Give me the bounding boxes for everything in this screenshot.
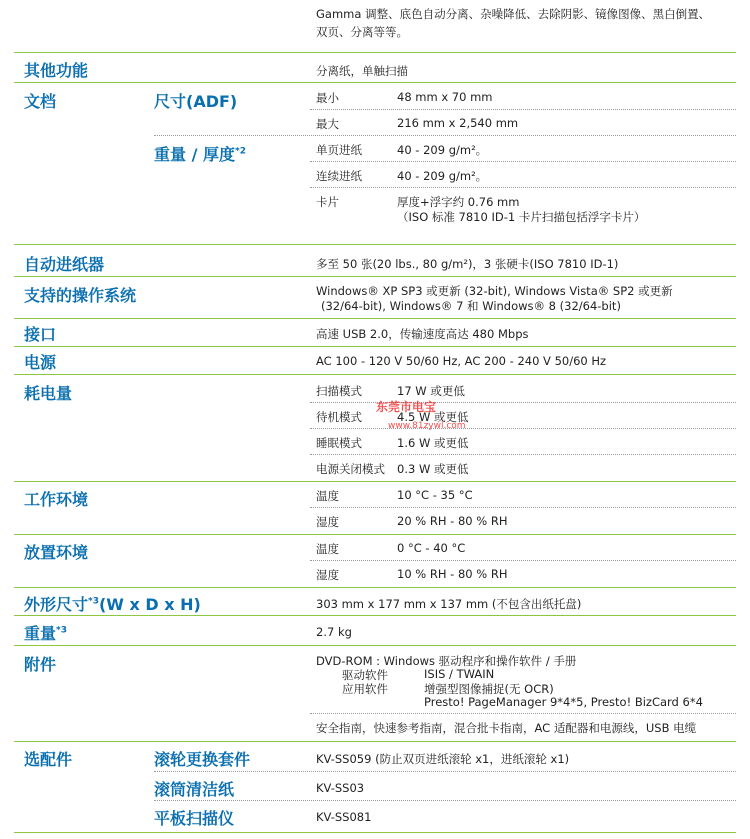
standby-mode-value: 4.5 W 或更低 [397, 410, 469, 424]
category-other-functions: 其他功能 [24, 61, 89, 80]
dotted-divider [310, 109, 736, 110]
app-software-key: 应用软件 [342, 682, 388, 696]
category-interface: 接口 [24, 325, 57, 344]
document-weight-label: 重量 / 厚度$^{*2}$ [154, 145, 246, 164]
divider [14, 481, 736, 482]
option-roller-kit-value: KV-SS059 (防止双页进纸滚轮 x1，进纸滚轮 x1) [316, 752, 570, 766]
category-accessories: 附件 [24, 655, 57, 674]
operating-temp-key: 温度 [316, 489, 339, 503]
power-value: AC 100 - 120 V 50/60 Hz, AC 200 - 240 V 50/60 Hz [316, 354, 607, 368]
category-consumption: 耗电量 [24, 384, 73, 403]
operating-temp-value: 10 °C - 35 °C [397, 488, 473, 502]
operating-humidity-key: 湿度 [316, 515, 339, 529]
option-cleaning-paper-value: KV-SS03 [316, 781, 365, 795]
single-feed-value: 40 - 209 g/m²。 [397, 143, 488, 157]
interface-value: 高速 USB 2.0，传输速度高达 480 Mbps [316, 327, 529, 341]
accessories-other: 安全指南，快速参考指南，混合批卡指南，AC 适配器和电源线，USB 电缆 [316, 721, 697, 735]
divider [14, 374, 736, 375]
standby-mode-key: 待机模式 [316, 410, 362, 424]
option-flatbed-value: KV-SS081 [316, 810, 372, 824]
dotted-divider [310, 402, 736, 403]
single-feed-key: 单页进纸 [316, 143, 362, 157]
divider [14, 615, 736, 616]
category-dimensions: 外形尺寸$^{*3}$(W x D x H) [24, 595, 201, 614]
divider [14, 534, 736, 535]
dotted-divider [310, 187, 736, 188]
presto-software: Presto! PageManager 9*4*5, Presto! BizCard 6*4 [424, 695, 703, 709]
divider [14, 244, 736, 245]
divider [14, 741, 736, 742]
dotted-divider [310, 507, 736, 508]
category-operating-env: 工作环境 [24, 490, 89, 509]
category-power: 电源 [24, 353, 57, 372]
watermark-text: 东莞市电宝 [376, 400, 437, 414]
category-adf: 自动进纸器 [24, 255, 105, 274]
power-off-mode-value: 0.3 W 或更低 [397, 462, 469, 476]
size-max-key: 最大 [316, 117, 339, 131]
dimensions-value: 303 mm x 177 mm x 137 mm (不包含出纸托盘) [316, 597, 582, 611]
continuous-feed-value: 40 - 209 g/m²。 [397, 169, 488, 183]
dotted-divider [154, 135, 736, 136]
os-line2: (32/64-bit), Windows® 7 和 Windows® 8 (32/64-bit) [321, 299, 621, 313]
dotted-divider [310, 713, 736, 714]
function-text-line2: 双页、分离等等。 [316, 25, 408, 39]
category-weight: 重量$^{*3}$ [24, 624, 67, 643]
driver-software-key: 驱动软件 [342, 668, 388, 682]
driver-software-value: ISIS / TWAIN [424, 667, 495, 681]
power-off-mode-key: 电源关闭模式 [316, 462, 385, 476]
other-functions-value: 分离纸，单触扫描 [316, 64, 408, 78]
size-min-value: 48 mm x 70 mm [397, 90, 493, 104]
divider [14, 645, 736, 646]
divider [14, 276, 736, 277]
dotted-divider [310, 161, 736, 162]
scan-mode-key: 扫描模式 [316, 384, 362, 398]
divider [14, 587, 736, 588]
adf-value: 多至 50 张(20 lbs., 80 g/m²)，3 张硬卡(ISO 7810 ID-1) [316, 257, 619, 271]
sleep-mode-key: 睡眠模式 [316, 436, 362, 450]
divider [14, 52, 736, 53]
storage-humidity-value: 10 % RH - 80 % RH [397, 567, 508, 581]
dotted-divider [154, 771, 736, 772]
dotted-divider [154, 800, 736, 801]
divider [14, 832, 736, 833]
document-size-label: 尺寸(ADF) [154, 92, 238, 111]
dotted-divider [310, 454, 736, 455]
category-os: 支持的操作系统 [24, 286, 137, 305]
storage-temp-value: 0 °C - 40 °C [397, 541, 466, 555]
storage-humidity-key: 湿度 [316, 568, 339, 582]
category-options: 选配件 [24, 750, 73, 769]
card-value-line2: （ISO 标准 7810 ID-1 卡片扫描包括浮字卡片） [397, 210, 646, 224]
size-min-key: 最小 [316, 91, 339, 105]
option-flatbed-label: 平板扫描仪 [154, 809, 235, 828]
function-text-line1: Gamma 调整、底色自动分离、杂噪降低、去除阴影、镜像图像、黑白倒置、 [316, 7, 711, 21]
scan-mode-value: 17 W 或更低 [397, 384, 465, 398]
size-max-value: 216 mm x 2,540 mm [397, 116, 519, 130]
dotted-divider [310, 560, 736, 561]
category-document: 文档 [24, 92, 57, 111]
divider [14, 346, 736, 347]
card-value-line1: 厚度+浮字约 0.76 mm [397, 195, 520, 209]
option-roller-kit-label: 滚轮更换套件 [154, 750, 251, 769]
divider [14, 82, 736, 83]
dotted-divider [310, 428, 736, 429]
watermark-url: www.81zywl.com [388, 421, 466, 431]
sleep-mode-value: 1.6 W 或更低 [397, 436, 469, 450]
continuous-feed-key: 连续进纸 [316, 169, 362, 183]
card-key: 卡片 [316, 195, 339, 209]
app-software-value: 增强型图像捕捉(无 OCR) [424, 682, 554, 696]
storage-temp-key: 温度 [316, 542, 339, 556]
divider [14, 318, 736, 319]
weight-value: 2.7 kg [316, 625, 352, 639]
os-line1: Windows® XP SP3 或更新 (32-bit), Windows Vista® SP2 或更新 [316, 284, 673, 298]
accessories-dvd: DVD-ROM : Windows 驱动程序和操作软件 / 手册 [316, 654, 577, 668]
option-cleaning-paper-label: 滚筒清洁纸 [154, 780, 235, 799]
operating-humidity-value: 20 % RH - 80 % RH [397, 514, 508, 528]
category-storage-env: 放置环境 [24, 543, 89, 562]
